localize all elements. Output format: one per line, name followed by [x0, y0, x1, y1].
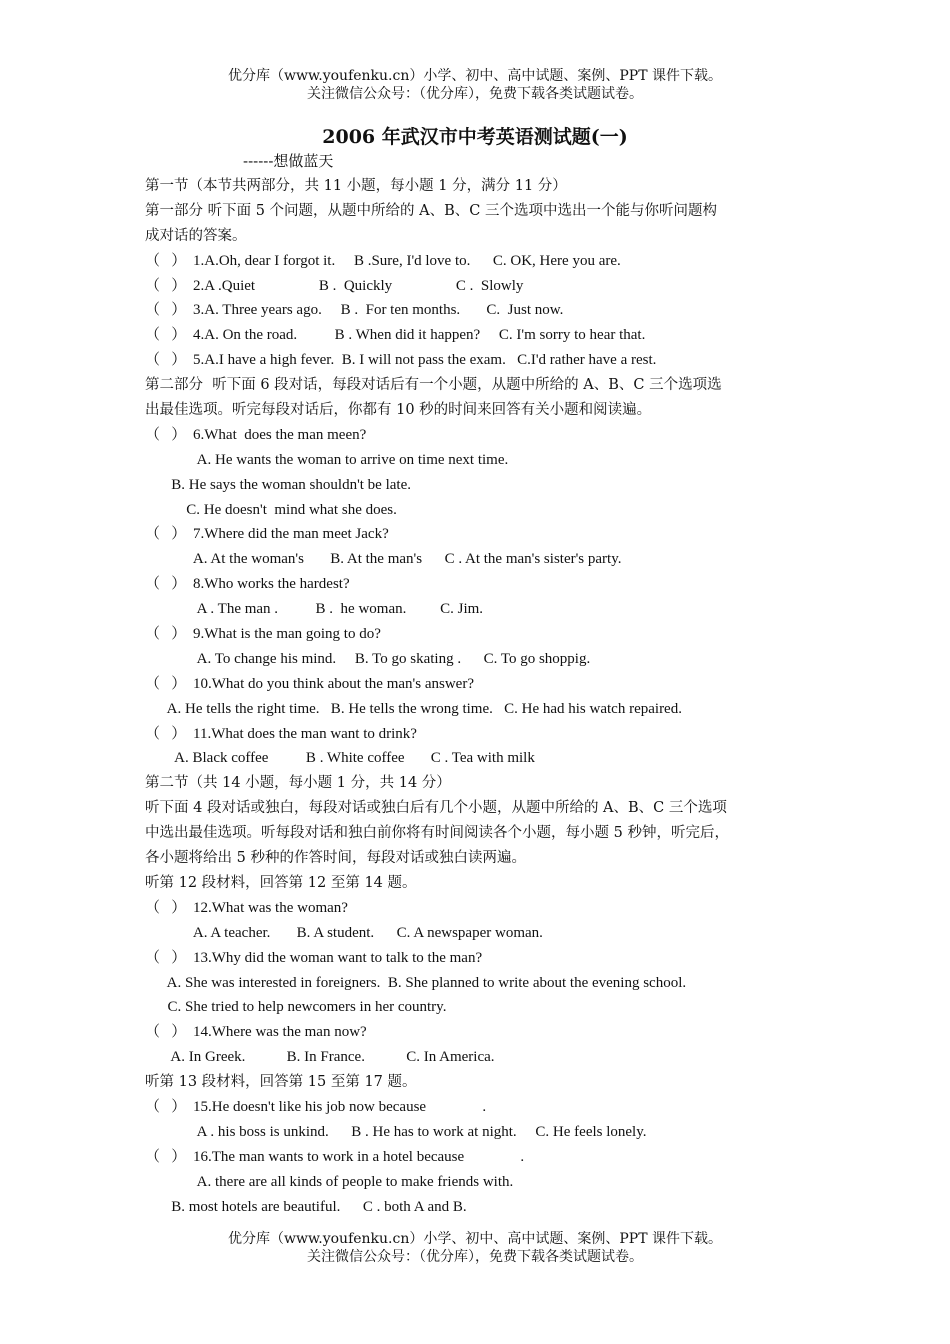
question-text: 4.A. On the road. B . When did it happen? C. I'm sorry to hear that.: [193, 327, 646, 344]
question-text: 7.Where did the man meet Jack?: [193, 526, 389, 543]
question-text: 3.A. Three years ago. B . For ten months. C. Just now.: [193, 302, 564, 319]
answer-blank: （ ）: [145, 1098, 187, 1115]
page-subtitle: ------想做蓝天: [243, 152, 334, 170]
question-text: 13.Why did the woman want to talk to the man?: [193, 949, 483, 966]
question-line: [145, 522, 825, 547]
option-line: B. He says the woman shouldn't be late.: [145, 476, 411, 493]
question-text: 15.He doesn't like his job now because .: [193, 1098, 487, 1115]
question-line: [145, 896, 825, 921]
answer-blank: （ ）: [145, 277, 187, 294]
instruction-line: 听第 12 段材料，回答第 12 至第 14 题。: [145, 874, 417, 891]
instruction-line: 听下面 4 段对话或独白，每段对话或独白后有几个小题，从题中所给的 A、B、C 三个选项: [145, 800, 727, 817]
instruction-line: 各小题将给出 5 秒种的作答时间，每段对话或独白读两遍。: [145, 850, 526, 867]
option-line: C. She tried to help newcomers in her country.: [145, 999, 447, 1016]
header-line-2: 关注微信公众号：（优分库），免费下载各类试题试卷。: [307, 86, 643, 102]
question-text: 14.Where was the man now?: [193, 1024, 367, 1041]
option-line: A. A teacher. B. A student. C. A newspaper woman.: [145, 924, 543, 941]
question-line: [145, 622, 825, 647]
answer-blank: （ ）: [145, 626, 187, 643]
instruction-line: 出最佳选项。听完每段对话后，你都有 10 秒的时间来回答有关小题和阅读遍。: [145, 402, 652, 419]
question-line: [145, 323, 825, 348]
question-line: [145, 298, 825, 323]
answer-blank: （ ）: [145, 252, 187, 269]
question-text: 16.The man wants to work in a hotel because .: [193, 1148, 525, 1165]
answer-blank: （ ）: [145, 576, 187, 593]
question-line: [145, 1145, 825, 1170]
page-title: 2006 年武汉市中考英语测试题(一): [322, 126, 628, 148]
question-line: [145, 572, 825, 597]
option-line: B. most hotels are beautiful. C . both A and B.: [145, 1198, 467, 1215]
answer-blank: （ ）: [145, 899, 187, 916]
answer-blank: （ ）: [145, 725, 187, 742]
footer-line-2: 关注微信公众号：（优分库），免费下载各类试题试卷。: [307, 1249, 643, 1265]
instruction-line: 第二部分 听下面 6 段对话，每段对话后有一个小题，从题中所给的 A、B、C 三个选项选: [145, 377, 722, 394]
question-line: [145, 672, 825, 697]
exam-body: [145, 174, 825, 1219]
question-line: [145, 423, 825, 448]
question-text: 6.What does the man meen?: [193, 426, 367, 443]
answer-blank: （ ）: [145, 302, 187, 319]
question-text: 9.What is the man going to do?: [193, 626, 381, 643]
option-line: A. He wants the woman to arrive on time next time.: [145, 451, 509, 468]
header-line-1: 优分库（www.youfenku.cn）小学、初中、高中试题、案例、PPT 课件下载。: [227, 68, 722, 84]
question-text: 8.Who works the hardest?: [193, 576, 350, 593]
footer-line-1: 优分库（www.youfenku.cn）小学、初中、高中试题、案例、PPT 课件下载。: [227, 1231, 722, 1247]
answer-blank: （ ）: [145, 352, 187, 369]
instruction-line: 中选出最佳选项。听每段对话和独白前你将有时间阅读各个小题，每小题 5 秒钟，听完后，: [145, 825, 729, 842]
instruction-line: 听第 13 段材料，回答第 15 至第 17 题。: [145, 1074, 417, 1091]
question-line: [145, 274, 825, 299]
option-line: A. To change his mind. B. To go skating . C. To go shoppig.: [145, 650, 591, 667]
option-line: A . his boss is unkind. B . He has to work at night. C. He feels lonely.: [145, 1123, 647, 1140]
answer-blank: （ ）: [145, 675, 187, 692]
question-line: [145, 249, 825, 274]
option-line: A. He tells the right time. B. He tells the wrong time. C. He had his watch repaired.: [145, 700, 682, 717]
answer-blank: （ ）: [145, 1148, 187, 1165]
question-text: 5.A.I have a high fever. B. I will not pass the exam. C.I'd rather have a rest.: [193, 352, 657, 369]
option-line: A. At the woman's B. At the man's C . At the man's sister's party.: [145, 551, 622, 568]
question-text: 2.A .Quiet B . Quickly C . Slowly: [193, 277, 524, 294]
answer-blank: （ ）: [145, 426, 187, 443]
question-line: [145, 1020, 825, 1045]
answer-blank: （ ）: [145, 949, 187, 966]
instruction-line: 成对话的答案。: [145, 227, 247, 244]
answer-blank: （ ）: [145, 526, 187, 543]
question-text: 11.What does the man want to drink?: [193, 725, 417, 742]
answer-blank: （ ）: [145, 1024, 187, 1041]
instruction-line: 第二节（共 14 小题，每小题 1 分，共 14 分）: [145, 775, 451, 792]
option-line: C. He doesn't mind what she does.: [145, 501, 397, 518]
question-text: 12.What was the woman?: [193, 899, 348, 916]
option-line: A. She was interested in foreigners. B. She planned to write about the evening school.: [145, 974, 687, 991]
question-text: 10.What do you think about the man's answer?: [193, 675, 474, 692]
instruction-line: 第一节（本节共两部分，共 11 小题，每小题 1 分，满分 11 分）: [145, 178, 567, 194]
question-line: [145, 722, 825, 747]
option-line: A. In Greek. B. In France. C. In America.: [145, 1049, 495, 1066]
question-line: [145, 1095, 825, 1120]
option-line: A. Black coffee B . White coffee C . Tea with milk: [145, 750, 535, 767]
question-text: 1.A.Oh, dear I forgot it. B .Sure, I'd love to. C. OK, Here you are.: [193, 252, 621, 269]
answer-blank: （ ）: [145, 327, 187, 344]
option-line: A. there are all kinds of people to make friends with.: [145, 1173, 514, 1190]
question-line: [145, 946, 825, 971]
instruction-line: 第一部分 听下面 5 个问题，从题中所给的 A、B、C 三个选项中选出一个能与你听问题构: [145, 202, 717, 219]
question-line: [145, 348, 825, 373]
option-line: A . The man . B . he woman. C. Jim.: [145, 601, 484, 618]
